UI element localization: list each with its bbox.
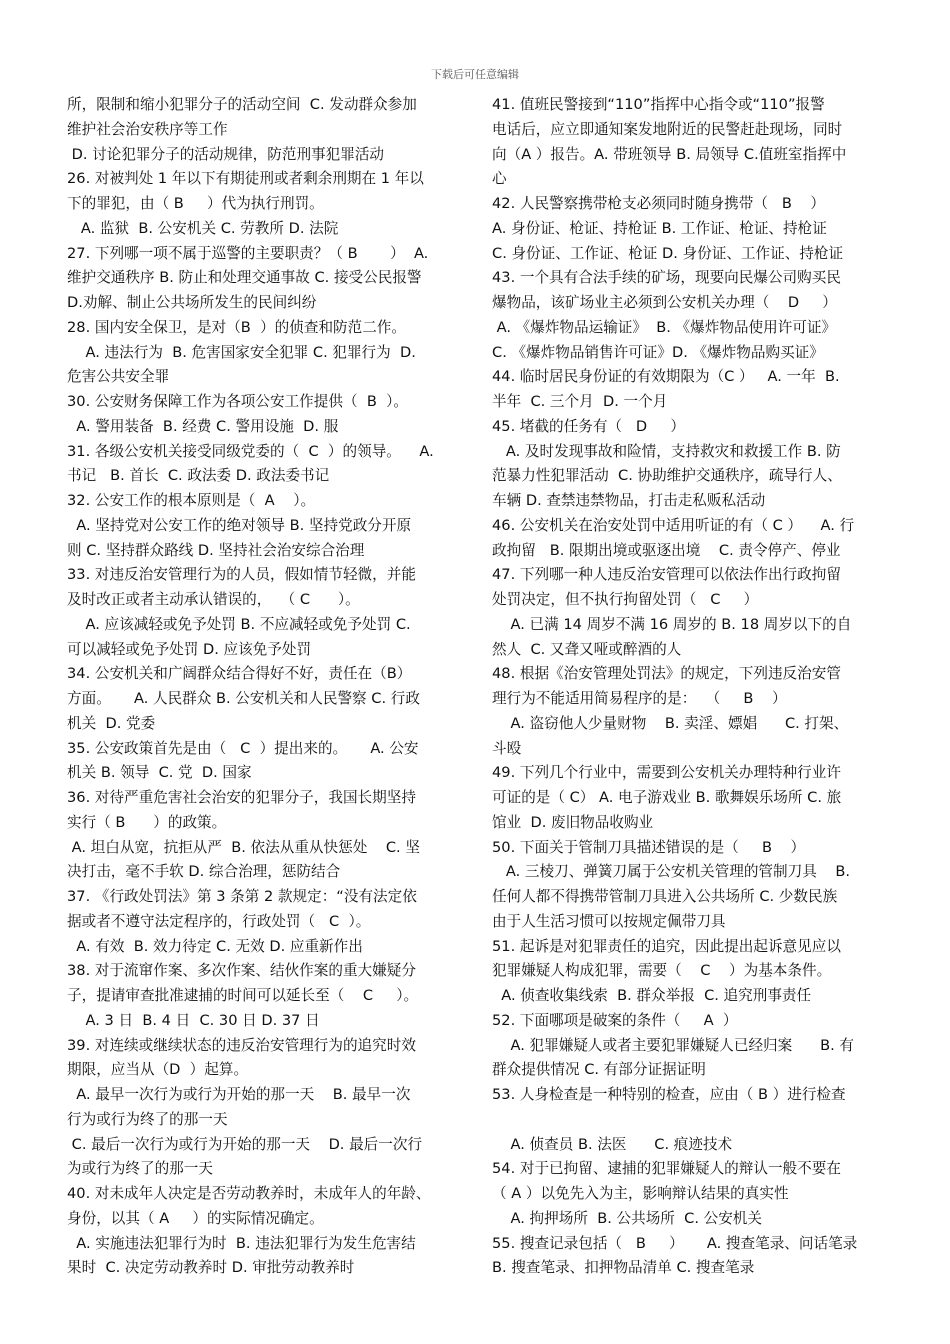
right-text-line: 可证的是（ C） A. 电子游戏业 B. 歌舞娱乐场所 C. 旅 bbox=[492, 789, 842, 806]
left-text-line: 危害公共安全罪 bbox=[67, 368, 170, 386]
left-text-line: 32. 公安工作的根本原则是（ A ）。 bbox=[67, 492, 316, 509]
left-text-line: 据或者不遵守法定程序的，行政处罚（ C ）。 bbox=[67, 912, 371, 930]
right-text-line: B. 搜查笔录、扣押物品清单 C. 搜查笔录 bbox=[492, 1259, 755, 1277]
left-text-line: 维护交通秩序 B. 防止和处理交通事故 C. 接受公民报警 bbox=[67, 269, 422, 287]
right-text-line: 55. 搜查记录包括（ B ） A. 搜查笔录、问话笔录 bbox=[492, 1234, 858, 1252]
right-text-line: 53. 人身检查是一种特别的检查，应由（ B ）进行检查 bbox=[492, 1086, 846, 1103]
right-text-line: 44. 临时居民身份证的有效期限为（C ） A. 一年 B. bbox=[492, 368, 840, 386]
right-text-line: 爆物品，该矿场业主必须到公安机关办理（ D ） bbox=[492, 294, 837, 311]
left-text-line: 可以减轻或免予处罚 D. 应该免予处罚 bbox=[67, 640, 312, 658]
left-text-line: 方面。 A. 人民群众 B. 公安机关和人民警察 C. 行政 bbox=[67, 690, 420, 707]
left-text-line: A. 3 日 B. 4 日 C. 30 日 D. 37 日 bbox=[67, 1011, 320, 1029]
left-text-line: D. 讨论犯罪分子的活动规律，防范刑事犯罪活动 bbox=[67, 145, 385, 163]
right-text-line: 54. 对于已拘留、逮捕的犯罪嫌疑人的辩认一般不要在 bbox=[492, 1160, 841, 1178]
left-text-line: A. 坚持党对公安工作的绝对领导 B. 坚持党政分开原 bbox=[67, 516, 412, 534]
right-text-line: 处罚决定，但不执行拘留处罚（ C ） bbox=[492, 591, 759, 608]
left-text-line: 决打击，毫不手软 D. 综合治理，惩防结合 bbox=[67, 863, 341, 881]
right-text-line: 然人 C. 又聋又哑或醉酒的人 bbox=[492, 640, 682, 658]
left-text-line: A. 实施违法犯罪行为时 B. 违法犯罪行为发生危害结 bbox=[67, 1234, 416, 1252]
right-text-line: A. 身份证、枪证、持枪证 B. 工作证、枪证、持枪证 bbox=[492, 219, 827, 237]
right-text-line: A. 犯罪嫌疑人或者主要犯罪嫌疑人已经归案 B. 有 bbox=[492, 1036, 854, 1054]
left-text-line: 38. 对于流窜作案、多次作案、结伙作案的重大嫌疑分 bbox=[67, 962, 416, 980]
right-text-line bbox=[492, 1108, 897, 1133]
right-text-line: 车辆 D. 查禁违禁物品，打击走私贩私活动 bbox=[492, 492, 766, 509]
left-text-line: 31. 各级公安机关接受同级党委的（ C ）的领导。 A. bbox=[67, 442, 434, 460]
left-text-line: 期限，应当从（D ）起算。 bbox=[67, 1061, 249, 1079]
left-text-line: 28. 国内安全保卫，是对（B ）的侦查和防范二作。 bbox=[67, 318, 407, 336]
right-text-line: 政拘留 B. 限期出境或驱逐出境 C. 责令停产、停业 bbox=[492, 541, 841, 559]
left-text-line: A. 违法行为 B. 危害国家安全犯罪 C. 犯罪行为 D. bbox=[67, 343, 416, 361]
right-text-line: 斗殴 bbox=[492, 739, 522, 757]
left-text-line: A. 最早一次行为或行为开始的那一天 B. 最早一次 bbox=[67, 1086, 411, 1103]
left-text-line: 为或行为终了的那一天 bbox=[67, 1160, 213, 1178]
left-column bbox=[67, 93, 472, 1281]
right-text-line: 51. 起诉是对犯罪责任的追究，因此提出起诉意见应以 bbox=[492, 937, 841, 955]
right-text-line: 47. 下列哪一种人违反治安管理可以依法作出行政拘留 bbox=[492, 566, 841, 584]
right-text-line: A. 盗窃他人少量财物 B. 卖淫、嫖娼 C. 打架、 bbox=[492, 714, 849, 732]
right-text-line: 任何人都不得携带管制刀具进入公共场所 C. 少数民族 bbox=[492, 888, 838, 905]
right-text-line: 41. 值班民警接到“110”指挥中心指令或“110”报警 bbox=[492, 96, 825, 113]
right-text-line: 52. 下面哪项是破案的条件（ A ） bbox=[492, 1011, 738, 1029]
left-text-line: 26. 对被判处 1 年以下有期徒刑或者剩余刑期在 1 年以 bbox=[67, 170, 424, 188]
right-text-line: 43. 一个具有合法手续的矿场，现要向民爆公司购买民 bbox=[492, 269, 841, 287]
left-text-line: 39. 对连续或继续状态的违反治安管理行为的追究时效 bbox=[67, 1036, 416, 1054]
left-text-line: 书记 B. 首长 C. 政法委 D. 政法委书记 bbox=[67, 467, 330, 485]
right-text-line: 范暴力性犯罪活动 C. 协助维护交通秩序，疏导行人、 bbox=[492, 467, 842, 485]
right-text-line: A. 《爆炸物品运输证》 B. 《爆炸物品使用许可证》 bbox=[492, 318, 837, 336]
left-text-line: 40. 对未成年人决定是否劳动教养时，未成年人的年龄、 bbox=[67, 1185, 431, 1202]
left-text-line: 35. 公安政策首先是由（ C ）提出来的。 A. 公安 bbox=[67, 739, 419, 757]
left-text-line: 实行（ B ）的政策。 bbox=[67, 813, 227, 831]
right-text-line: A. 侦查收集线索 B. 群众举报 C. 追究刑事责任 bbox=[492, 987, 812, 1004]
left-text-line: 36. 对待严重危害社会治安的犯罪分子，我国长期坚持 bbox=[67, 789, 416, 806]
left-text-line: A. 坦白从宽，抗拒从严 B. 依法从重从快惩处 C. 坚 bbox=[67, 838, 420, 856]
left-text-line: A. 有效 B. 效力待定 C. 无效 D. 应重新作出 bbox=[67, 937, 363, 955]
left-text-line: 行为或行为终了的那一天 bbox=[67, 1110, 228, 1128]
left-text-line: D.劝解、制止公共场所发生的民间纠纷 bbox=[67, 294, 317, 311]
right-text-line: A. 拘押场所 B. 公共场所 C. 公安机关 bbox=[492, 1209, 762, 1227]
right-text-line: A. 及时发现事故和险情，支持救灾和救援工作 B. 防 bbox=[492, 442, 841, 460]
left-text-line: 33. 对违反治安管理行为的人员，假如情节轻微，并能 bbox=[67, 566, 416, 584]
right-text-line: 42. 人民警察携带枪支必须同时随身携带（ B ） bbox=[492, 195, 826, 212]
right-text-line: 馆业 D. 废旧物品收购业 bbox=[492, 813, 654, 831]
right-text-line: A. 侦查员 B. 法医 C. 痕迹技术 bbox=[492, 1135, 733, 1153]
right-text-line: 半年 C. 三个月 D. 一个月 bbox=[492, 393, 668, 410]
page-header: 下载后可任意编辑 bbox=[431, 68, 519, 81]
left-text-line: 34. 公安机关和广阔群众结合得好不好，责任在（B） bbox=[67, 665, 412, 683]
left-text-line: 身份，以其（ A ）的实际情况确定。 bbox=[67, 1209, 324, 1227]
right-text-line: 犯罪嫌疑人构成犯罪，需要（ C ）为基本条件。 bbox=[492, 962, 832, 980]
left-text-line: 下的罪犯，由（ B ）代为执行刑罚。 bbox=[67, 195, 324, 212]
left-text-line: A. 监狱 B. 公安机关 C. 劳教所 D. 法院 bbox=[67, 219, 339, 237]
left-text-line: 及时改正或者主动承认错误的， （ C ）。 bbox=[67, 591, 360, 608]
left-text-line: 则 C. 坚持群众路线 D. 坚持社会治安综合治理 bbox=[67, 541, 365, 559]
right-text-line: 电话后，应立即通知案发地附近的民警赶赴现场，同时 bbox=[492, 120, 843, 138]
right-text-line: C. 《爆炸物品销售许可证》D. 《爆炸物品购买证》 bbox=[492, 343, 824, 361]
left-text-line: 27. 下列哪一项不属于巡警的主要职责？（ B ） A. bbox=[67, 244, 429, 262]
right-text-line: 向（A ）报告。A. 带班领导 B. 局领导 C.值班室指挥中 bbox=[492, 145, 847, 163]
left-text-line: C. 最后一次行为或行为开始的那一天 D. 最后一次行 bbox=[67, 1135, 423, 1153]
left-text-line: A. 警用装备 B. 经费 C. 警用设施 D. 服 bbox=[67, 417, 339, 435]
left-text-line: 所，限制和缩小犯罪分子的活动空间 C. 发动群众参加 bbox=[67, 96, 417, 113]
right-text-line: （ A ）以免先入为主，影响辩认结果的真实性 bbox=[492, 1185, 789, 1202]
right-text-line: 50. 下面关于管制刀具描述错误的是（ B ） bbox=[492, 838, 806, 856]
right-text-line: A. 三棱刀、弹簧刀属于公安机关管理的管制刀具 B. bbox=[492, 863, 851, 881]
left-text-line: A. 应该减轻或免予处罚 B. 不应减轻或免予处罚 C. bbox=[67, 615, 411, 633]
right-text-line: 群众提供情况 C. 有部分证据证明 bbox=[492, 1061, 706, 1079]
left-text-line: 机关 D. 党委 bbox=[67, 714, 156, 732]
left-text-line: 维护社会治安秩序等工作 bbox=[67, 120, 228, 138]
left-text-line: 机关 B. 领导 C. 党 D. 国家 bbox=[67, 764, 252, 782]
left-text-line: 子，提请审查批准逮捕的时间可以延长至（ C ）。 bbox=[67, 987, 419, 1004]
right-text-line: 45. 堵截的任务有（ D ） bbox=[492, 417, 685, 435]
right-text-line: 46. 公安机关在治安处罚中适用听证的有（ C ） A. 行 bbox=[492, 516, 855, 534]
left-text-line: 果时 C. 决定劳动教养时 D. 审批劳动教养时 bbox=[67, 1259, 355, 1277]
right-column bbox=[492, 93, 897, 1281]
right-text-line: 由于人生活习惯可以按规定佩带刀具 bbox=[492, 912, 726, 930]
right-text-line: 48. 根据《治安管理处罚法》的规定，下列违反治安管 bbox=[492, 665, 841, 683]
right-text-line: 心 bbox=[492, 170, 507, 188]
right-text-line: 理行为不能适用简易程序的是： （ B ） bbox=[492, 690, 787, 707]
left-text-line: 30. 公安财务保障工作为各项公安工作提供（ B ）。 bbox=[67, 393, 408, 410]
right-text-line: A. 已满 14 周岁不满 16 周岁的 B. 18 周岁以下的自 bbox=[492, 615, 852, 633]
right-text-line: C. 身份证、工作证、枪证 D. 身份证、工作证、持枪证 bbox=[492, 244, 844, 262]
right-text-line: 49. 下列几个行业中，需要到公安机关办理特种行业许 bbox=[492, 764, 841, 782]
left-text-line: 37. 《行政处罚法》第 3 条第 2 款规定：“没有法定依 bbox=[67, 888, 417, 905]
